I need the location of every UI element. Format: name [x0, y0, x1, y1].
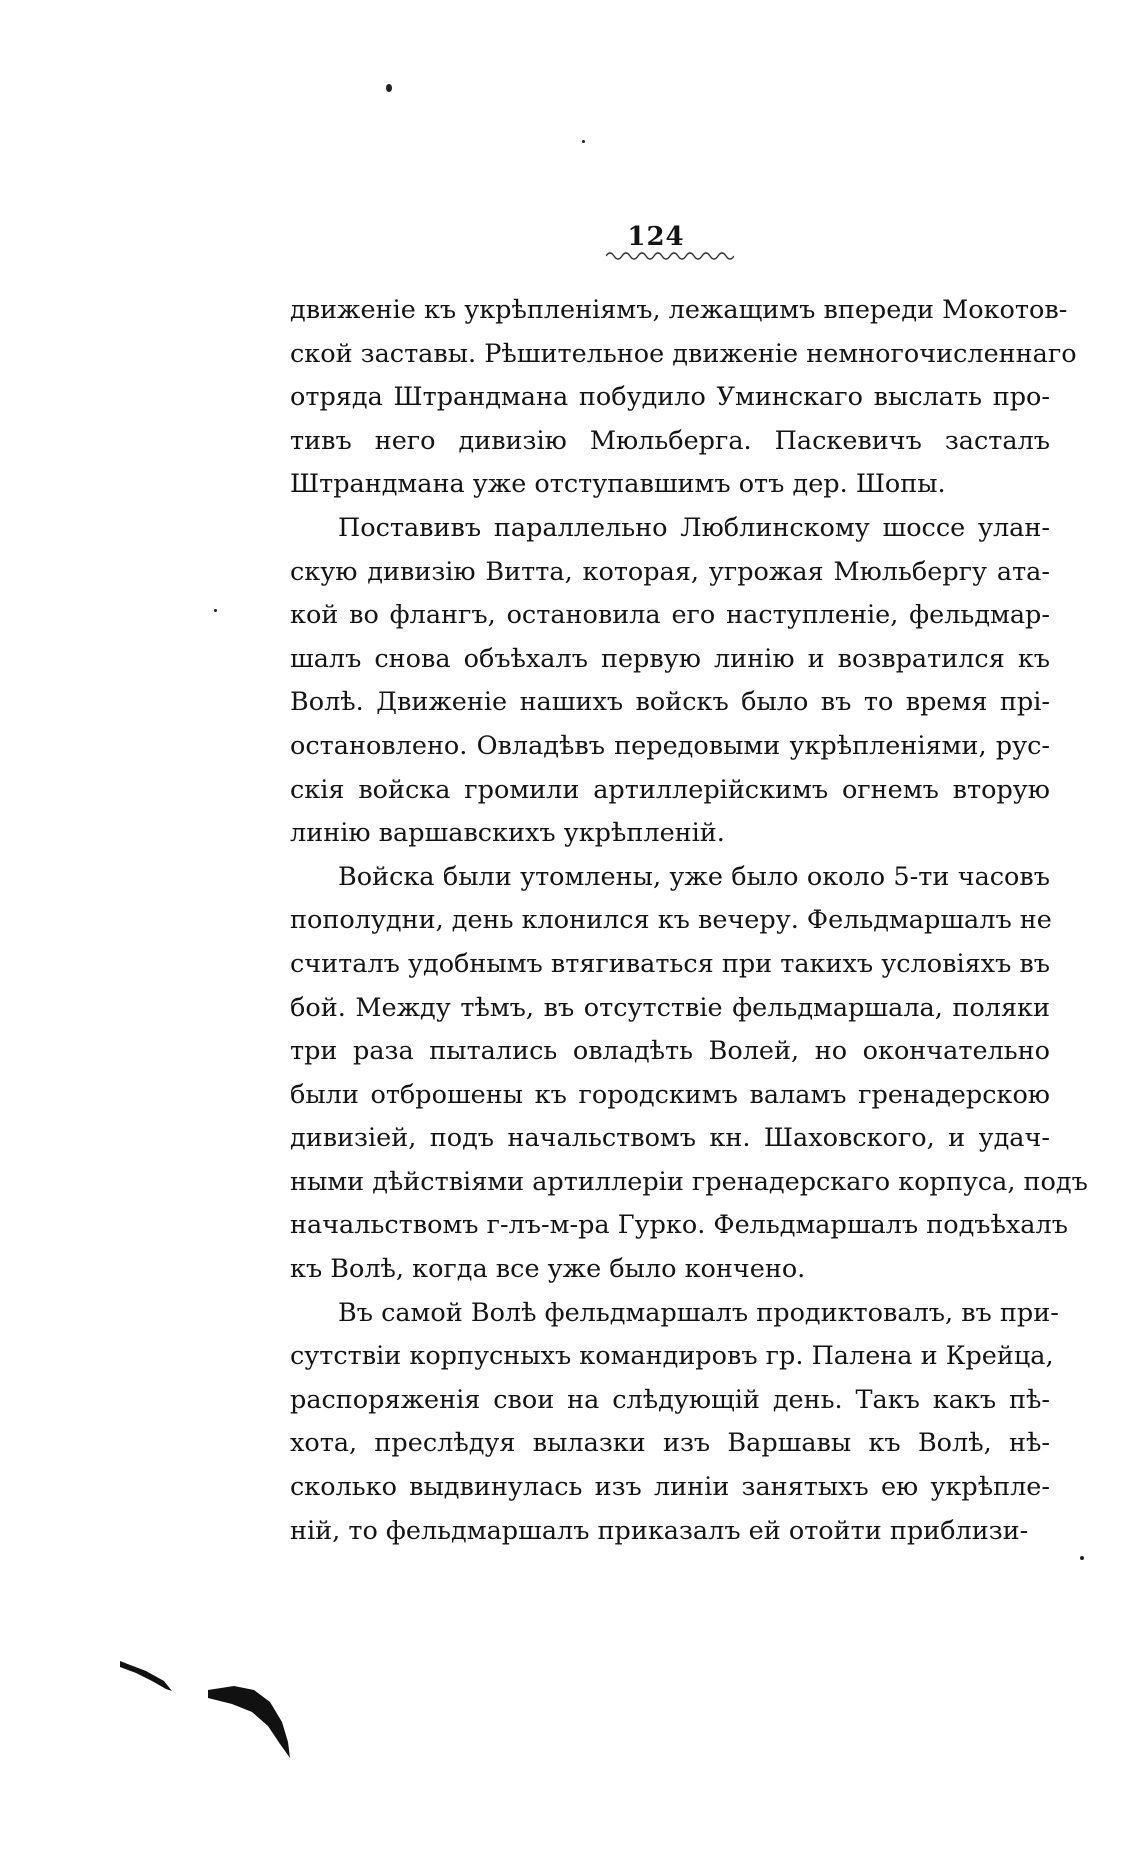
text-line: пополудни, день клонился къ вечеру. Фельдмаршалъ не	[290, 905, 1052, 936]
scan-mark	[208, 1684, 292, 1760]
text-line: движенiе къ укрѣпленiямъ, лежащимъ впереди Мокотов-	[290, 295, 1068, 325]
text-line: дивизiей, подъ начальствомъ кн. Шаховского, и удач-	[290, 1123, 1050, 1154]
text-line: отряда Штрандмана побудило Уминскаго выслать про-	[290, 382, 1050, 413]
text-line: бой. Между тѣмъ, въ отсутствiе фельдмаршала, поляки	[290, 992, 1050, 1023]
paragraph	[290, 856, 1088, 1292]
text-line: были отброшены къ городскимъ валамъ гренадерскою	[290, 1079, 1050, 1110]
body-text	[290, 289, 1088, 1553]
text-line: ными дѣйствiями артиллерiи гренадерскаго корпуса, подъ	[290, 1166, 1088, 1197]
text-line: начальствомъ г-лъ-м-ра Гурко. Фельдмаршалъ подъѣхалъ	[290, 1210, 1068, 1241]
text-line: Войска были утомлены, уже было около 5-ти часовъ	[338, 861, 1050, 892]
wavy-ornament	[606, 250, 734, 262]
scan-mark	[118, 1655, 178, 1695]
text-line: хота, преслѣдуя вылазки изъ Варшавы къ Волѣ, нѣ-	[290, 1428, 1050, 1459]
text-line: ской заставы. Рѣшительное движенiе немногочисленнаго	[290, 338, 1077, 369]
paragraph	[290, 1292, 1059, 1554]
text-line: распоряженiя свои на слѣдующiй день. Такъ какъ пѣ-	[290, 1384, 1050, 1415]
paragraph	[290, 507, 1050, 856]
text-line: кой во флангъ, остановила его наступленiе, фельдмар-	[290, 600, 1050, 631]
text-line: нiй, то фельдмаршалъ приказалъ ей отойти приблизи-	[290, 1515, 1029, 1546]
scan-speck	[386, 84, 392, 92]
scan-speck	[1080, 1556, 1084, 1560]
text-line: считалъ удобнымъ втягиваться при такихъ условiяхъ въ	[290, 948, 1050, 979]
text-line: къ Волѣ, когда все уже было кончено.	[290, 1254, 806, 1285]
text-line: сколько выдвинулась изъ линiи занятыхъ ею укрѣпле-	[290, 1472, 1050, 1503]
scan-speck	[214, 609, 217, 612]
text-line: остановлено. Овладѣвъ передовыми укрѣпленiями, рус-	[290, 730, 1050, 761]
text-line: Волѣ. Движенiе нашихъ войскъ было въ то время прi-	[290, 687, 1050, 718]
text-line: шалъ снова объѣхалъ первую линiю и возвратился къ	[290, 643, 1050, 674]
text-line: тивъ него дивизiю Мюльберга. Паскевичъ засталъ	[290, 425, 1050, 456]
text-line: линiю варшавскихъ укрѣпленiй.	[290, 818, 725, 849]
scan-speck	[582, 140, 585, 143]
text-line: Штрандмана уже отступавшимъ отъ дер. Шопы.	[290, 469, 946, 500]
text-line: скую дивизiю Витта, которая, угрожая Мюльбергу ата-	[290, 556, 1050, 587]
text-line: скiя войска громили артиллерiйскимъ огнемъ вторую	[290, 774, 1050, 805]
text-line: Въ самой Волѣ фельдмаршалъ продиктовалъ, въ при-	[338, 1297, 1059, 1328]
page-number: 124	[627, 222, 685, 252]
text-line: Поставивъ параллельно Люблинскому шоссе улан-	[338, 512, 1050, 543]
paragraph	[290, 289, 1077, 507]
text-line: три раза пытались овладѣть Волей, но окончательно	[290, 1036, 1050, 1067]
text-line: сутствiи корпусныхъ командировъ гр. Палена и Крейца,	[290, 1341, 1054, 1372]
